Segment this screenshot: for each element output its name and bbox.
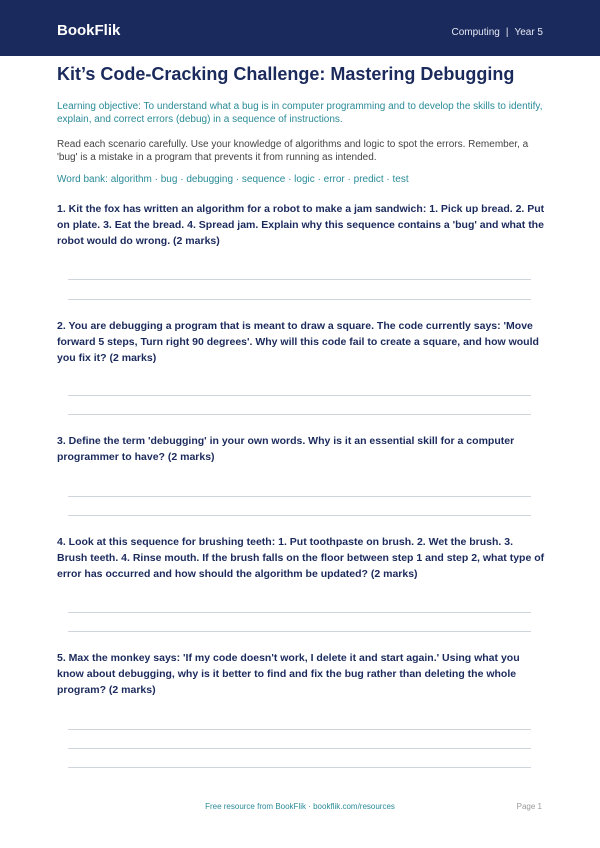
footer-link[interactable]: Free resource from BookFlik · bookflik.com/resources	[205, 802, 395, 811]
answer-line[interactable]	[68, 631, 531, 632]
learning-objective: Learning objective: To understand what a bug is in computer programming and to develop the skills to identify, explain, and correct errors (debug) in a sequence of instructions.	[57, 101, 543, 125]
question-1: 1. Kit the fox has written an algorithm for a robot to make a jam sandwich: 1. Pick up bread. 2. Put on plate. 3. Eat the bread. 4. Spread jam. Explain why this sequence contains a 'bug' and what the robot would do wrong. (2 marks)	[57, 203, 545, 247]
brand-logo-text[interactable]: BookFlik	[57, 22, 121, 39]
answer-line[interactable]	[68, 395, 531, 396]
answer-line[interactable]	[68, 612, 531, 613]
answer-line[interactable]	[68, 748, 531, 749]
subject-label: Computing	[451, 27, 500, 38]
answer-line[interactable]	[68, 729, 531, 730]
answer-line[interactable]	[68, 299, 531, 300]
page-number: Page 1	[516, 802, 542, 811]
question-5: 5. Max the monkey says: 'If my code doesn't work, I delete it and start again.' Using what you know about debugging, why is it better to find and fix the bug rather than deleting the whole program? (2 marks)	[57, 652, 520, 696]
subject-year-label	[451, 27, 543, 38]
answer-line[interactable]	[68, 515, 531, 516]
answer-line[interactable]	[68, 496, 531, 497]
instructions-text: Read each scenario carefully. Use your knowledge of algorithms and logic to spot the errors. Remember, a 'bug' is a mistake in a program that prevents it from running as intended.	[57, 139, 529, 163]
meta-separator: |	[505, 27, 509, 38]
word-bank: Word bank: algorithm · bug · debugging · sequence · logic · error · predict · test	[57, 174, 409, 185]
question-2: 2. You are debugging a program that is meant to draw a square. The code currently says: 'Move forward 5 steps, Turn right 90 degrees'. Why will this code fail to create a square, and how would you fix it? (2 marks)	[57, 320, 539, 364]
answer-line[interactable]	[68, 767, 531, 768]
answer-line[interactable]	[68, 414, 531, 415]
question-4: 4. Look at this sequence for brushing teeth: 1. Put toothpaste on brush. 2. Wet the brush. 3. Brush teeth. 4. Rinse mouth. If the brush falls on the floor between step 1 and step 2, what type of error has occurred and how should the algorithm be updated? (2 marks)	[57, 536, 545, 580]
page-header	[0, 0, 600, 56]
answer-line[interactable]	[68, 279, 531, 280]
year-label: Year 5	[514, 27, 543, 38]
question-3: 3. Define the term 'debugging' in your own words. Why is it an essential skill for a computer programmer to have? (2 marks)	[57, 435, 515, 463]
worksheet-title: Kit’s Code-Cracking Challenge: Mastering Debugging	[57, 64, 515, 84]
